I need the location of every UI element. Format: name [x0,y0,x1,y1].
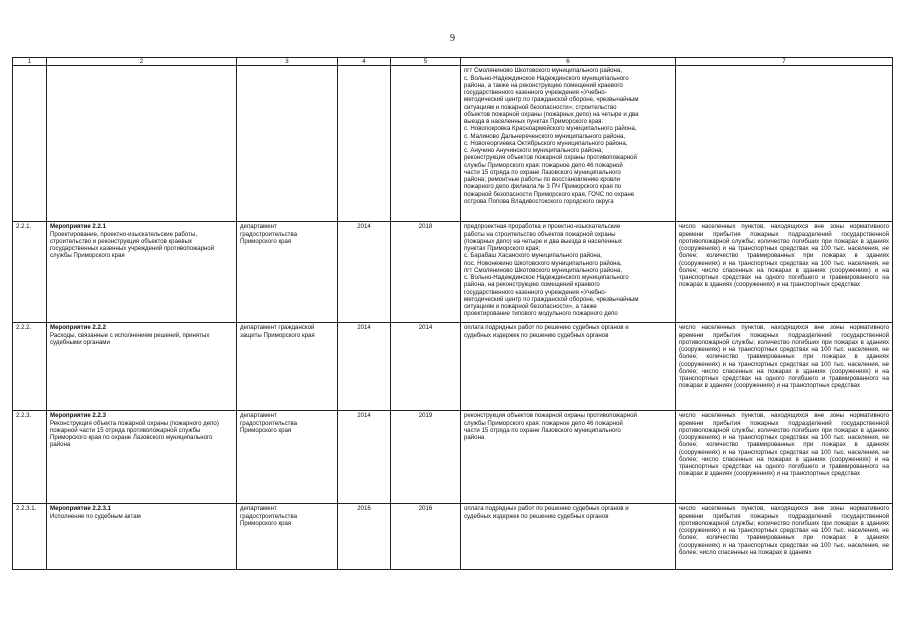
result-line: реконструкция объектов пожарной охраны противопожарной [464,412,637,420]
result-line: с. Вольно-Надеждинское Надеждинского муниципального [464,74,629,82]
result-line: пожарного депо филиала № 3 ПЧ Приморского края по [464,183,622,191]
result-line: острова Попова Владивостокского городского округа [464,197,614,205]
result-line: выезда в населенных пунктах Приморского края: [464,118,604,125]
table-row [13,66,893,222]
result-line: службы Приморского края: пожарное депо 46 пожарной [464,419,623,427]
result-line: с. Новогеоргиевка Октябрьского муниципального района, [464,139,628,147]
result-line: части 15 отряда по охране Лазовского муниципального [464,168,621,176]
measure-title: Мероприятие 2.2.1 [50,223,106,231]
table-body [13,66,893,570]
measure-description: Проектирование, проектно-изыскательские работы, строительство и реконструкция объектов краевых государственных казенных учреждений противопожарной службы Приморского края [50,230,215,260]
end-year: 2016 [391,504,461,570]
result-line: методический центр по гражданской обороне, чрезвычайным [464,295,639,303]
indicator-description: число населенных пунктов, находящихся вне зоны нормативного времени прибытия пожарных подразделений государственной противопожарной службы; количество погибших при пожарах в зданиях (сооружениях) и на транспортных средствах на 100 тыс. населения, не более; количество травмированных при пожарах в зданиях (сооружениях) и на транспортных средствах на 100 тыс. населения, не более; число спасенных на пожарах в зданиях [676,504,893,570]
executor-cell: департамент градостроительства Приморского края [237,411,338,504]
page-number: 9 [450,33,455,44]
column-number: 5 [391,58,461,66]
indicator-description: число населенных пунктов, находящихся вне зоны нормативного времени прибытия пожарных подразделений государственной противопожарной службы; количество погибших при пожарах в зданиях (сооружениях) и на транспортных средствах на 100 тыс. населения, не более; количество травмированных при пожарах в зданиях (сооружениях) и на транспортных средствах на 100 тыс. населения, не более; число спасенных на пожарах в зданиях (сооружениях) и на транспортных средствах на одного погибшего и травмированного на пожарах в зданиях (сооружениях) и на транспортных средствах [676,411,893,504]
end-year [391,66,461,222]
result-line: государственного казенного учреждения «Учебно- [464,89,607,96]
column-number: 1 [13,58,47,66]
result-line: предпроектная проработка и проектно-изыскательские [464,223,621,231]
result-line: пожарной безопасности Приморского края, ГОЧС по охране [464,190,635,198]
table-row [13,504,893,570]
measure-name-cell [47,66,237,222]
measure-name-cell [47,504,237,570]
table-row [13,411,893,504]
column-number: 7 [676,58,893,66]
result-line: оплата подрядных работ по решению судебных органов и [464,324,629,332]
measure-description: Расходы, связанные с исполнением решений, принятых судебными органами [50,331,210,346]
result-line: судебных издержек по решению судебных органов [464,331,609,339]
executor-cell: департамент градостроительства Приморского края [237,504,338,570]
end-year: 2014 [391,323,461,411]
measure-number [13,66,47,222]
column-number-row [13,58,893,66]
measures-table [12,57,893,570]
result-line: пгт Смоляниново Шкотовского муниципального района, [464,67,623,75]
result-description [461,66,676,222]
measure-number: 2.2.2. [13,323,47,411]
measure-name-cell [47,411,237,504]
result-line: методический центр по гражданской обороне, чрезвычайным [464,96,639,104]
result-line: ситуациям и пожарной безопасности», а также [464,303,597,310]
start-year: 2016 [338,504,391,570]
result-line: ситуациям и пожарной безопасности»; строительство [464,103,617,111]
result-description [461,411,676,504]
result-line: (пожарных депо) на четыре и два выезда в населенных [464,237,622,245]
start-year: 2014 [338,323,391,411]
result-line: пгт Смоляниново Шкотовского муниципального района, [464,266,623,274]
result-line: проектирование типового модульного пожарного депо [464,310,618,318]
measure-number: 2.2.3.1. [13,504,47,570]
start-year [338,66,391,222]
table-row [13,222,893,323]
result-line: оплата подрядных работ по решению судебных органов и [464,505,629,513]
executor-cell: департамент гражданской защиты Приморского края [237,323,338,411]
result-line: реконструкция объектов пожарной охраны противопожарной [464,154,637,162]
result-line: района [464,434,485,441]
measure-description: Реконструкция объекта пожарной охраны (пожарного депо) пожарной части 15 отряда противопожарной службы Приморского края по охране Лазовского муниципального района [50,419,219,449]
result-line: пос. Новонежино Шкотовского муниципального района, [464,259,622,267]
result-line: объектов пожарной охраны (пожарных депо) на четыре и два [464,110,639,118]
result-line: с. Анучино Анучинского муниципального района; [464,147,604,154]
result-line: с. Новопокровка Красноармейского муниципального района, [464,125,637,133]
measure-number: 2.2.1. [13,222,47,323]
result-line: части 15 отряда по охране Лазовского муниципального [464,426,621,434]
measure-number: 2.2.3. [13,411,47,504]
indicator-description [676,66,893,222]
measure-description: Исполнение по судебным актам [50,512,141,520]
result-line: государственного казенного учреждения «Учебно- [464,288,607,296]
start-year: 2014 [338,411,391,504]
column-number: 3 [237,58,338,66]
indicator-description: число населенных пунктов, находящихся вне зоны нормативного времени прибытия пожарных подразделений государственной противопожарной службы; количество погибших при пожарах в зданиях (сооружениях) и на транспортных средствах на 100 тыс. населения, не более; количество травмированных при пожарах в зданиях (сооружениях) и на транспортных средствах на 100 тыс. населения, не более; число спасенных на пожарах в зданиях (сооружениях) и на транспортных средствах на одного погибшего и травмированного на пожарах в зданиях (сооружениях) и на транспортных средствах [676,222,893,323]
start-year: 2014 [338,222,391,323]
result-line: с. Малиново Дальнереченского муниципального района, [464,132,626,140]
result-description [461,323,676,411]
result-line: с. Вольно-Надеждинское Надеждинского муниципального [464,274,629,281]
result-line: района, а также на реконструкцию помещений краевого [464,81,623,89]
result-line: пунктах Приморского края: [464,245,541,252]
table-row [13,323,893,411]
result-line: с. Барабаш Хасанского муниципального района, [464,252,602,260]
measure-title: Мероприятие 2.2.3.1 [50,505,112,513]
column-number: 4 [338,58,391,66]
result-line: судебных издержек по решению судебных органов [464,512,609,520]
end-year: 2019 [391,411,461,504]
result-line: службы Приморского края: пожарное депо 46 пожарной [464,161,623,169]
result-line: района; ремонтные работы по восстановлению кровли [464,176,620,183]
result-description [461,504,676,570]
measure-title: Мероприятие 2.2.2 [50,324,106,332]
measure-name-cell [47,323,237,411]
measure-title: Мероприятие 2.2.3 [50,412,106,420]
measure-name-cell [47,222,237,323]
column-number: 2 [47,58,237,66]
end-year: 2018 [391,222,461,323]
result-line: района, на реконструкцию помещений краевого [464,281,600,289]
indicator-description: число населенных пунктов, находящихся вне зоны нормативного времени прибытия пожарных подразделений государственной противопожарной службы; количество погибших при пожарах в зданиях (сооружениях) и на транспортных средствах на 100 тыс. населения, не более; количество травмированных при пожарах в зданиях (сооружениях) и на транспортных средствах на 100 тыс. населения, не более; число спасенных на пожарах в зданиях (сооружениях) и на транспортных средствах на одного погибшего и травмированного на пожарах в зданиях (сооружениях) и на транспортных средствах [676,323,893,411]
column-number: 6 [461,58,676,66]
executor-cell [237,66,338,222]
result-description [461,222,676,323]
result-line: работы на строительство объектов пожарной охраны [464,230,616,238]
executor-cell: департамент градостроительства Приморского края [237,222,338,323]
